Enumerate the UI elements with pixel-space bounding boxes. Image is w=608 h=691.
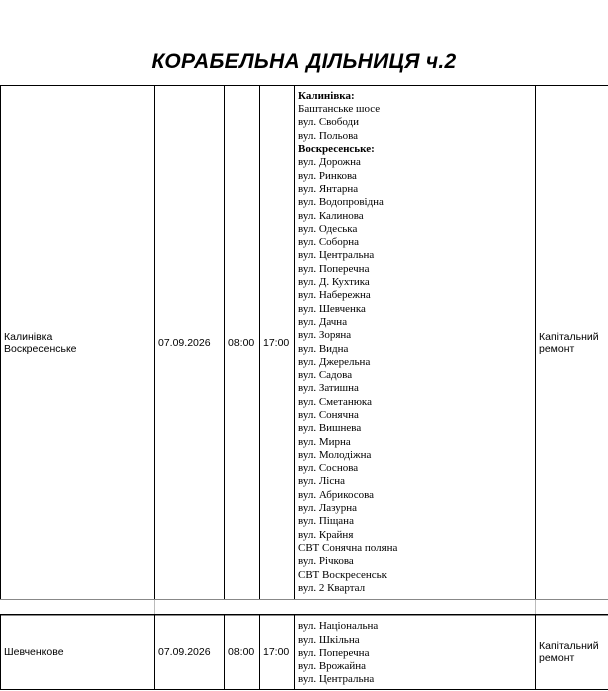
locality-cell bbox=[1, 86, 155, 600]
street-item: вул. Набережна bbox=[298, 289, 371, 302]
street-item: вул. Свободи bbox=[298, 116, 360, 129]
reason-text: ремонт bbox=[539, 652, 575, 664]
street-item: вул. Джерельна bbox=[298, 355, 371, 368]
reason-text: ремонт bbox=[539, 342, 575, 355]
locality-name: Воскресенське bbox=[4, 342, 77, 355]
street-item: СВТ Воскресенськ bbox=[298, 568, 388, 581]
street-item: вул. Поперечна bbox=[298, 262, 370, 275]
reason-text: Капітальний bbox=[539, 330, 599, 343]
street-item: вул. Абрикосова bbox=[298, 488, 375, 501]
street-item: вул. Лазурна bbox=[298, 502, 358, 515]
group-header: Калинівка: bbox=[298, 89, 355, 102]
street-item: СВТ Сонячна поляна bbox=[298, 541, 398, 554]
street-item: вул. Врожайна bbox=[298, 660, 367, 673]
schedule-table-part-2 bbox=[0, 614, 608, 690]
streets-cell bbox=[295, 86, 536, 600]
street-item: вул. Сонячна bbox=[298, 408, 359, 421]
date-cell: 07.09.2026 bbox=[155, 615, 225, 690]
street-item: вул. Піщана bbox=[298, 515, 354, 528]
streets-cell bbox=[295, 615, 536, 690]
locality-name: Шевченкове bbox=[4, 646, 64, 658]
street-item: вул. Крайня bbox=[298, 528, 354, 541]
street-item: вул. Садова bbox=[298, 369, 353, 382]
street-item: вул. Зоряна bbox=[298, 329, 352, 342]
street-item: вул. Лісна bbox=[298, 475, 345, 488]
street-item: вул. Соборна bbox=[298, 236, 360, 249]
date-cell: 07.09.2026 bbox=[155, 86, 225, 600]
schedule-table-part-1 bbox=[0, 85, 608, 600]
street-item: вул. 2 Квартал bbox=[298, 581, 366, 594]
street-item: вул. Видна bbox=[298, 342, 349, 355]
reason-text: Капітальний bbox=[539, 640, 599, 652]
street-item: вул. Польова bbox=[298, 129, 359, 142]
street-item: вул. Ринкова bbox=[298, 169, 357, 182]
end-time-cell: 17:00 bbox=[260, 615, 295, 690]
start-time-cell: 08:00 bbox=[225, 615, 260, 690]
street-item: вул. Затишна bbox=[298, 382, 359, 395]
street-item: вул. Водопровідна bbox=[298, 196, 384, 209]
table-row bbox=[1, 615, 608, 690]
street-item: вул. Соснова bbox=[298, 462, 359, 475]
locality-cell bbox=[1, 615, 155, 690]
street-item: вул. Дачна bbox=[298, 315, 348, 328]
locality-name: Калинівка bbox=[4, 330, 53, 343]
street-item: вул. Калинова bbox=[298, 209, 364, 222]
street-item: вул. Центральна bbox=[298, 673, 375, 686]
street-item: вул. Одеська bbox=[298, 222, 358, 235]
table-row bbox=[1, 86, 608, 600]
street-item: вул. Мирна bbox=[298, 435, 351, 448]
start-time-cell: 08:00 bbox=[225, 86, 260, 600]
reason-cell bbox=[536, 615, 608, 690]
reason-cell bbox=[536, 86, 608, 600]
page-title: КОРАБЕЛЬНА ДІЛЬНИЦЯ ч.2 bbox=[151, 50, 457, 73]
street-item: вул. Національна bbox=[298, 620, 379, 633]
street-item: вул. Поперечна bbox=[298, 646, 370, 659]
end-time-cell: 17:00 bbox=[260, 86, 295, 600]
street-item: Баштанське шосе bbox=[298, 103, 381, 116]
group-header: Воскресенське: bbox=[298, 143, 375, 156]
street-item: вул. Центральна bbox=[298, 249, 375, 262]
street-item: вул. Річкова bbox=[298, 555, 354, 568]
street-item: вул. Шкільна bbox=[298, 633, 360, 646]
street-item: вул. Шевченка bbox=[298, 302, 366, 315]
street-item: вул. Молодіжна bbox=[298, 448, 372, 461]
street-item: вул. Янтарна bbox=[298, 182, 359, 195]
street-item: вул. Д. Кухтика bbox=[298, 276, 370, 289]
street-item: вул. Дорожна bbox=[298, 156, 361, 169]
street-item: вул. Вишнева bbox=[298, 422, 362, 435]
street-item: вул. Сметанюка bbox=[298, 395, 372, 408]
